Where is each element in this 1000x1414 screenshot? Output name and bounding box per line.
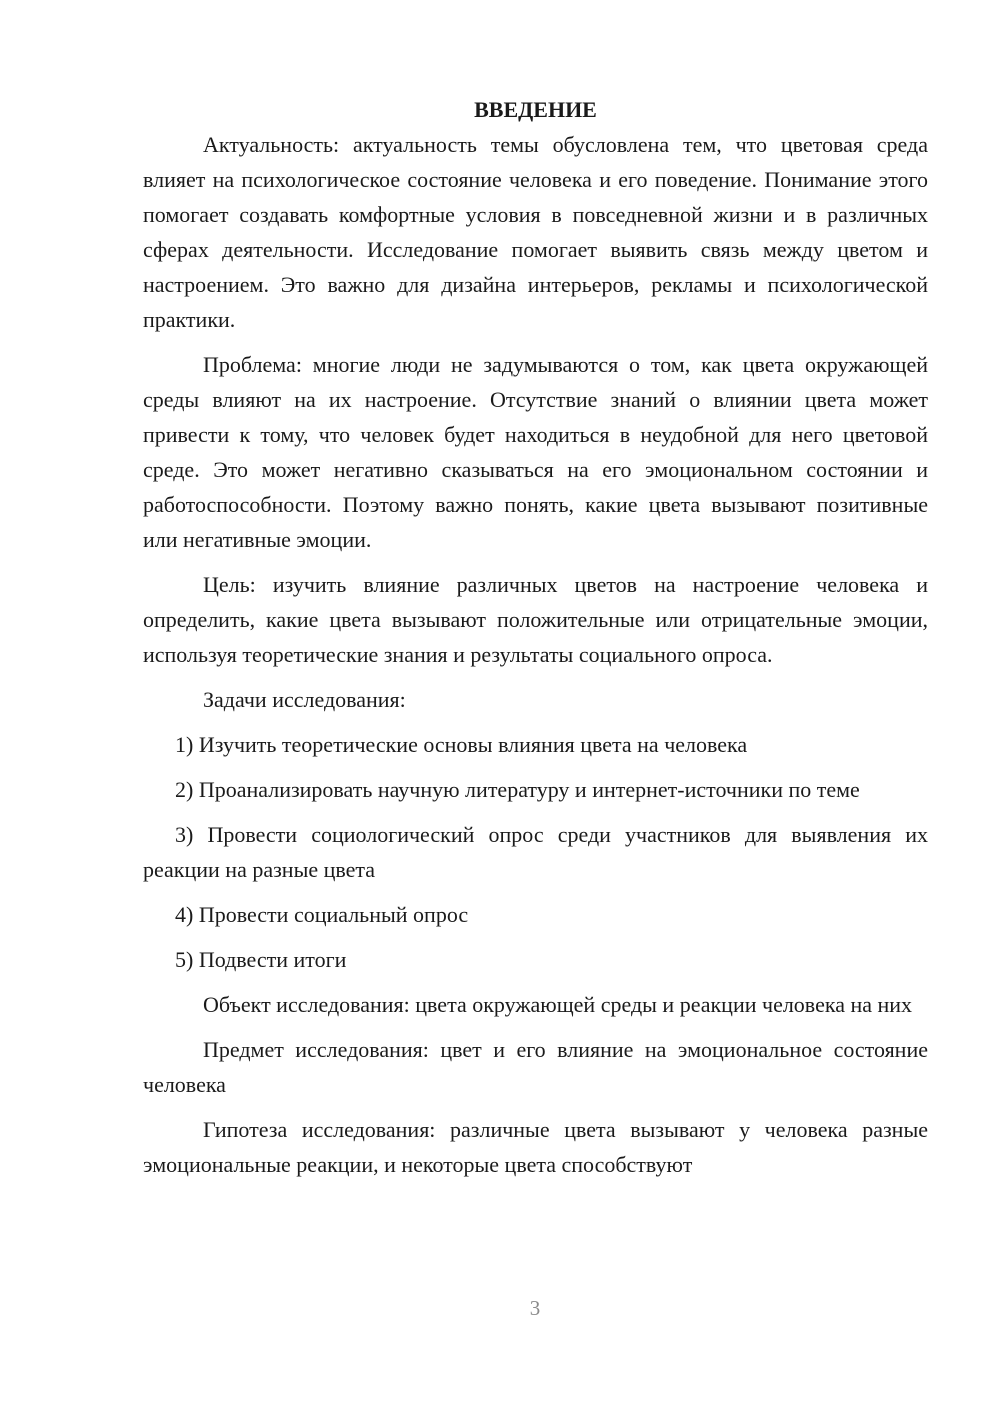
paragraph-object: Объект исследования: цвета окружающей среды и реакции человека на них <box>203 992 913 1017</box>
paragraph-goal: Цель: изучить влияние различных цветов на настроение человека и определить, какие цвета вызывают положительные или отрицательные эмоции, используя теоретические знания и результаты социального опроса. <box>143 572 928 667</box>
task-item-4: 4) Провести социальный опрос <box>175 902 469 927</box>
page-title: ВВЕДЕНИЕ <box>474 97 597 122</box>
page-content <box>143 92 928 1192</box>
task-item-5: 5) Подвести итоги <box>175 947 347 972</box>
task-item-2: 2) Проанализировать научную литературу и интернет-источники по теме <box>175 777 860 802</box>
page-number: 3 <box>529 1296 541 1320</box>
paragraph-hypothesis: Гипотеза исследования: различные цвета вызывают у человека разные эмоциональные реакции, и некоторые цвета способствуют <box>143 1117 928 1177</box>
tasks-heading: Задачи исследования: <box>203 687 406 712</box>
paragraph-subject: Предмет исследования: цвет и его влияние на эмоциональное состояние человека <box>143 1037 928 1097</box>
task-item-3: 3) Провести социологический опрос среди участников для выявления их реакции на разные цвета <box>143 822 928 882</box>
paragraph-relevance: Актуальность: актуальность темы обусловлена тем, что цветовая среда влияет на психологическое состояние человека и его поведение. Понимание этого помогает создавать комфортные условия в повседневной жизни и в различных сферах деятельности. Исследование помогает выявить связь между цветом и настроением. Это важно для дизайна интерьеров, рекламы и психологической практики. <box>143 132 928 332</box>
task-item-1: 1) Изучить теоретические основы влияния цвета на человека <box>175 732 748 757</box>
paragraph-problem: Проблема: многие люди не задумываются о том, как цвета окружающей среды влияют на их настроение. Отсутствие знаний о влиянии цвета может привести к тому, что человек будет находиться в неудобной для него цветовой среде. Это может негативно сказываться на его эмоциональном состоянии и работоспособности. Поэтому важно понять, какие цвета вызывают позитивные или негативные эмоции. <box>143 352 928 552</box>
